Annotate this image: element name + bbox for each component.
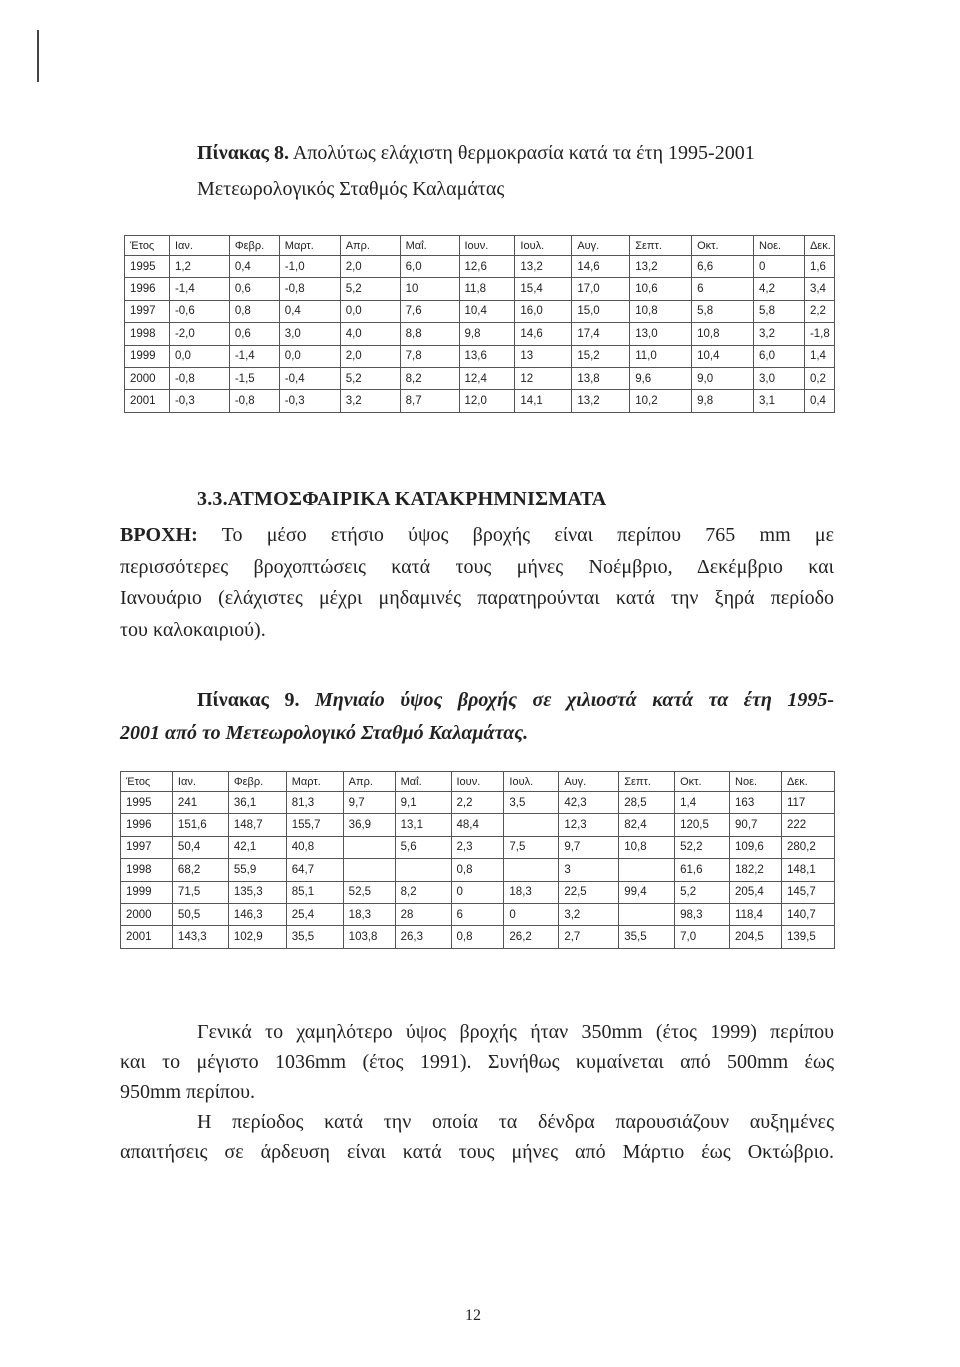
value-cell: 135,3 — [228, 881, 286, 903]
value-cell: 0,4 — [229, 256, 279, 278]
value-cell: 85,1 — [286, 881, 343, 903]
value-cell: 0 — [451, 881, 504, 903]
value-cell: 5,6 — [395, 836, 451, 858]
column-header: Δεκ. — [781, 772, 834, 792]
value-cell: 204,5 — [730, 926, 782, 948]
value-cell: 117 — [781, 792, 834, 814]
value-cell: -1,4 — [169, 278, 229, 300]
value-cell: 15,2 — [572, 345, 630, 367]
value-cell: 0,6 — [229, 323, 279, 345]
column-header: Μαρτ. — [279, 236, 340, 256]
column-header: Απρ. — [343, 772, 395, 792]
column-header: Μαΐ. — [400, 236, 459, 256]
value-cell: 143,3 — [172, 926, 228, 948]
value-cell: -1,8 — [804, 323, 834, 345]
value-cell: 50,4 — [172, 836, 228, 858]
column-header: Φεβρ. — [229, 236, 279, 256]
value-cell: 2,2 — [451, 792, 504, 814]
value-cell: 148,7 — [228, 814, 286, 836]
value-cell: 5,2 — [340, 367, 400, 389]
year-cell: 1998 — [121, 859, 173, 881]
column-header: Οκτ. — [675, 772, 730, 792]
value-cell: 28 — [395, 903, 451, 925]
value-cell: -1,4 — [229, 345, 279, 367]
value-cell: -0,6 — [169, 300, 229, 322]
value-cell: 205,4 — [730, 881, 782, 903]
value-cell: 11,0 — [630, 345, 692, 367]
monthly-rainfall-table — [120, 771, 835, 949]
value-cell: 12,0 — [459, 390, 515, 412]
column-header: Αυγ. — [572, 236, 630, 256]
value-cell: 17,0 — [572, 278, 630, 300]
value-cell: 241 — [172, 792, 228, 814]
value-cell: 11,8 — [459, 278, 515, 300]
value-cell: 5,8 — [692, 300, 754, 322]
value-cell: 0 — [504, 903, 559, 925]
value-cell: -0,3 — [169, 390, 229, 412]
value-cell: 17,4 — [572, 323, 630, 345]
closing-line2: και το μέγιστο 1036mm (έτος 1991). Συνήθως κυμαίνεται από 500mm έως — [120, 1051, 834, 1073]
value-cell: 3,0 — [279, 323, 340, 345]
value-cell: -2,0 — [169, 323, 229, 345]
value-cell: 8,2 — [400, 367, 459, 389]
year-cell: 1996 — [125, 278, 170, 300]
value-cell: 35,5 — [619, 926, 675, 948]
closing-line1: Γενικά το χαμηλότερο ύψος βροχής ήταν 350mm (έτος 1999) περίπου — [197, 1021, 834, 1043]
value-cell: 1,6 — [804, 256, 834, 278]
value-cell: 10,8 — [630, 300, 692, 322]
value-cell: 55,9 — [228, 859, 286, 881]
column-header: Έτος — [125, 236, 170, 256]
min-temperature-table — [124, 235, 835, 413]
value-cell: 8,7 — [400, 390, 459, 412]
value-cell: 6 — [451, 903, 504, 925]
column-header: Ιαν. — [172, 772, 228, 792]
value-cell: 103,8 — [343, 926, 395, 948]
value-cell: 68,2 — [172, 859, 228, 881]
column-header: Ιαν. — [169, 236, 229, 256]
value-cell: 9,1 — [395, 792, 451, 814]
column-header: Ιουν. — [451, 772, 504, 792]
value-cell: 9,8 — [459, 323, 515, 345]
value-cell: 155,7 — [286, 814, 343, 836]
value-cell — [619, 903, 675, 925]
table-row — [121, 881, 835, 903]
value-cell: 0,6 — [229, 278, 279, 300]
table9-body — [121, 772, 835, 949]
column-header: Ιουλ. — [504, 772, 559, 792]
value-cell: 6 — [692, 278, 754, 300]
value-cell: 22,5 — [559, 881, 619, 903]
table-row — [121, 814, 835, 836]
closing-paragraph — [120, 1017, 834, 1167]
value-cell: 61,6 — [675, 859, 730, 881]
value-cell: 163 — [730, 792, 782, 814]
value-cell: 2,3 — [451, 836, 504, 858]
value-cell: 52,5 — [343, 881, 395, 903]
value-cell: 3,0 — [754, 367, 805, 389]
value-cell: 0,0 — [340, 300, 400, 322]
column-header: Νοε. — [730, 772, 782, 792]
rain-paragraph — [120, 520, 834, 646]
year-cell: 1995 — [125, 256, 170, 278]
value-cell: 13,2 — [572, 390, 630, 412]
year-cell: 2000 — [121, 903, 173, 925]
value-cell: 8,2 — [395, 881, 451, 903]
rain-paragraph-line1 — [120, 520, 834, 552]
table8-caption-prefix: Πίνακας 8. — [197, 142, 289, 164]
value-cell: 82,4 — [619, 814, 675, 836]
column-header: Απρ. — [340, 236, 400, 256]
value-cell: 12,6 — [459, 256, 515, 278]
value-cell: 140,7 — [781, 903, 834, 925]
value-cell: 139,5 — [781, 926, 834, 948]
column-header: Ιουν. — [459, 236, 515, 256]
value-cell: 4,0 — [340, 323, 400, 345]
margin-binding-line — [37, 30, 39, 82]
value-cell: 0,0 — [279, 345, 340, 367]
value-cell: -1,5 — [229, 367, 279, 389]
value-cell: 4,2 — [754, 278, 805, 300]
value-cell: 280,2 — [781, 836, 834, 858]
value-cell: 25,4 — [286, 903, 343, 925]
value-cell: 5,2 — [340, 278, 400, 300]
value-cell: 222 — [781, 814, 834, 836]
table9-caption-text: Μηνιαίο ύψος βροχής σε χιλιοστά κατά τα έτη 1995- — [299, 689, 834, 711]
value-cell — [343, 859, 395, 881]
rain-text-line1: Το μέσο ετήσιο ύψος βροχής είναι περίπου 765 mm με — [197, 524, 834, 546]
value-cell — [504, 814, 559, 836]
value-cell: 2,0 — [340, 256, 400, 278]
table8-caption-line2: Μετεωρολογικός Σταθμός Καλαμάτας — [197, 178, 505, 200]
value-cell: 1,2 — [169, 256, 229, 278]
year-cell: 2000 — [125, 367, 170, 389]
table-row — [125, 323, 835, 345]
value-cell: 0 — [754, 256, 805, 278]
value-cell: 35,5 — [286, 926, 343, 948]
rain-text-line2: περισσότερες βροχοπτώσεις κατά τους μήνες Νοέμβριο, Δεκέμβριο και — [120, 555, 834, 578]
value-cell: 3,4 — [804, 278, 834, 300]
value-cell: 0,0 — [169, 345, 229, 367]
table9-caption-line2: 2001 από το Μετεωρολογικό Σταθμό Καλαμάτας. — [120, 722, 529, 744]
value-cell: 0,8 — [451, 926, 504, 948]
value-cell: 13,8 — [572, 367, 630, 389]
value-cell: 7,0 — [675, 926, 730, 948]
value-cell: 12,3 — [559, 814, 619, 836]
value-cell: 7,8 — [400, 345, 459, 367]
column-header: Έτος — [121, 772, 173, 792]
value-cell: 13,2 — [630, 256, 692, 278]
value-cell: 9,0 — [692, 367, 754, 389]
value-cell: 14,6 — [515, 323, 572, 345]
page-number: 12 — [465, 1307, 481, 1324]
value-cell: 0,8 — [229, 300, 279, 322]
value-cell: -0,8 — [169, 367, 229, 389]
year-cell: 1999 — [125, 345, 170, 367]
value-cell: 10 — [400, 278, 459, 300]
value-cell: 42,3 — [559, 792, 619, 814]
value-cell: 1,4 — [675, 792, 730, 814]
value-cell: 0,8 — [451, 859, 504, 881]
value-cell: 26,3 — [395, 926, 451, 948]
value-cell: 36,1 — [228, 792, 286, 814]
value-cell: 9,7 — [559, 836, 619, 858]
value-cell: 10,6 — [630, 278, 692, 300]
table-row — [121, 836, 835, 858]
value-cell: 9,6 — [630, 367, 692, 389]
value-cell: 12,4 — [459, 367, 515, 389]
value-cell: 13,0 — [630, 323, 692, 345]
value-cell: 3,1 — [754, 390, 805, 412]
table-row — [125, 278, 835, 300]
value-cell: 3,2 — [754, 323, 805, 345]
value-cell: 148,1 — [781, 859, 834, 881]
table-row — [121, 859, 835, 881]
value-cell: 71,5 — [172, 881, 228, 903]
table8-caption — [197, 140, 755, 166]
value-cell: 7,6 — [400, 300, 459, 322]
value-cell: 16,0 — [515, 300, 572, 322]
value-cell: 151,6 — [172, 814, 228, 836]
value-cell — [395, 859, 451, 881]
value-cell: 3,2 — [559, 903, 619, 925]
value-cell: -0,3 — [279, 390, 340, 412]
value-cell: 3,5 — [504, 792, 559, 814]
year-cell: 1999 — [121, 881, 173, 903]
year-cell: 1995 — [121, 792, 173, 814]
table9-caption-prefix: Πίνακας 9. — [197, 689, 300, 711]
value-cell: 52,2 — [675, 836, 730, 858]
value-cell: 15,4 — [515, 278, 572, 300]
value-cell: 18,3 — [504, 881, 559, 903]
value-cell: 5,8 — [754, 300, 805, 322]
column-header: Φεβρ. — [228, 772, 286, 792]
value-cell: 6,6 — [692, 256, 754, 278]
value-cell: 0,4 — [804, 390, 834, 412]
value-cell: 99,4 — [619, 881, 675, 903]
table8-body — [125, 236, 835, 413]
value-cell: 6,0 — [754, 345, 805, 367]
column-header: Μαρτ. — [286, 772, 343, 792]
value-cell: 18,3 — [343, 903, 395, 925]
table9-caption-line1 — [120, 684, 834, 717]
value-cell: 10,4 — [459, 300, 515, 322]
value-cell: 2,0 — [340, 345, 400, 367]
column-header: Δεκ. — [804, 236, 834, 256]
table-row — [125, 256, 835, 278]
table-header-row — [121, 772, 835, 792]
value-cell: -0,8 — [229, 390, 279, 412]
value-cell: 90,7 — [730, 814, 782, 836]
value-cell: 48,4 — [451, 814, 504, 836]
closing-line5: απαιτήσεις σε άρδευση είναι κατά τους μήνες από Μάρτιο έως Οκτώβριο. — [120, 1141, 834, 1163]
table-row — [125, 367, 835, 389]
table-row — [125, 390, 835, 412]
value-cell: 13,1 — [395, 814, 451, 836]
year-cell: 1996 — [121, 814, 173, 836]
value-cell: 14,6 — [572, 256, 630, 278]
value-cell: 182,2 — [730, 859, 782, 881]
section-heading: 3.3.ΑΤΜΟΣΦΑΙΡΙΚΑ ΚΑΤΑΚΡΗΜΝΙΣΜΑΤΑ — [197, 488, 607, 510]
value-cell: 0,2 — [804, 367, 834, 389]
value-cell: -0,8 — [279, 278, 340, 300]
year-cell: 1997 — [125, 300, 170, 322]
column-header: Νοε. — [754, 236, 805, 256]
value-cell: 13 — [515, 345, 572, 367]
value-cell: 120,5 — [675, 814, 730, 836]
table-row — [125, 300, 835, 322]
year-cell: 2001 — [125, 390, 170, 412]
column-header: Σεπτ. — [619, 772, 675, 792]
value-cell: 145,7 — [781, 881, 834, 903]
value-cell: -0,4 — [279, 367, 340, 389]
year-cell: 1998 — [125, 323, 170, 345]
value-cell: 40,8 — [286, 836, 343, 858]
column-header: Αυγ. — [559, 772, 619, 792]
column-header: Μαΐ. — [395, 772, 451, 792]
rain-text-line3: Ιανουάριο (ελάχιστες μέχρι μηδαμινές παρατηρούνται κατά την ξηρά περίοδο — [120, 587, 834, 609]
value-cell: 118,4 — [730, 903, 782, 925]
table-header-row — [125, 236, 835, 256]
value-cell: 6,0 — [400, 256, 459, 278]
value-cell: 0,4 — [279, 300, 340, 322]
value-cell: 12 — [515, 367, 572, 389]
value-cell: 146,3 — [228, 903, 286, 925]
value-cell: 3,2 — [340, 390, 400, 412]
table-row — [121, 926, 835, 948]
closing-line4: Η περίοδος κατά την οποία τα δένδρα παρουσιάζουν αυξημένες — [197, 1111, 834, 1133]
value-cell: -1,0 — [279, 256, 340, 278]
value-cell: 13,2 — [515, 256, 572, 278]
value-cell: 7,5 — [504, 836, 559, 858]
value-cell: 1,4 — [804, 345, 834, 367]
value-cell: 2,7 — [559, 926, 619, 948]
value-cell: 64,7 — [286, 859, 343, 881]
value-cell: 98,3 — [675, 903, 730, 925]
value-cell: 42,1 — [228, 836, 286, 858]
year-cell: 1997 — [121, 836, 173, 858]
value-cell — [619, 859, 675, 881]
table-row — [121, 792, 835, 814]
value-cell: 14,1 — [515, 390, 572, 412]
value-cell: 9,8 — [692, 390, 754, 412]
value-cell: 15,0 — [572, 300, 630, 322]
value-cell: 50,5 — [172, 903, 228, 925]
value-cell: 8,8 — [400, 323, 459, 345]
column-header: Σεπτ. — [630, 236, 692, 256]
table-row — [121, 903, 835, 925]
table9-caption — [120, 684, 834, 750]
rain-label: ΒΡΟΧΗ: — [120, 524, 198, 546]
value-cell: 36,9 — [343, 814, 395, 836]
column-header: Οκτ. — [692, 236, 754, 256]
value-cell: 9,7 — [343, 792, 395, 814]
value-cell: 10,8 — [619, 836, 675, 858]
value-cell: 10,8 — [692, 323, 754, 345]
value-cell: 3 — [559, 859, 619, 881]
value-cell: 5,2 — [675, 881, 730, 903]
value-cell — [343, 836, 395, 858]
year-cell: 2001 — [121, 926, 173, 948]
value-cell — [504, 859, 559, 881]
value-cell: 2,2 — [804, 300, 834, 322]
value-cell: 109,6 — [730, 836, 782, 858]
value-cell: 13,6 — [459, 345, 515, 367]
value-cell: 102,9 — [228, 926, 286, 948]
value-cell: 10,2 — [630, 390, 692, 412]
closing-line3: 950mm περίπου. — [120, 1081, 255, 1103]
table8-caption-text: Απολύτως ελάχιστη θερμοκρασία κατά τα έτη 1995-2001 — [288, 142, 755, 164]
column-header: Ιουλ. — [515, 236, 572, 256]
value-cell: 10,4 — [692, 345, 754, 367]
rain-text-line4: του καλοκαιριού). — [120, 618, 266, 641]
table-row — [125, 345, 835, 367]
value-cell: 26,2 — [504, 926, 559, 948]
value-cell: 81,3 — [286, 792, 343, 814]
value-cell: 28,5 — [619, 792, 675, 814]
